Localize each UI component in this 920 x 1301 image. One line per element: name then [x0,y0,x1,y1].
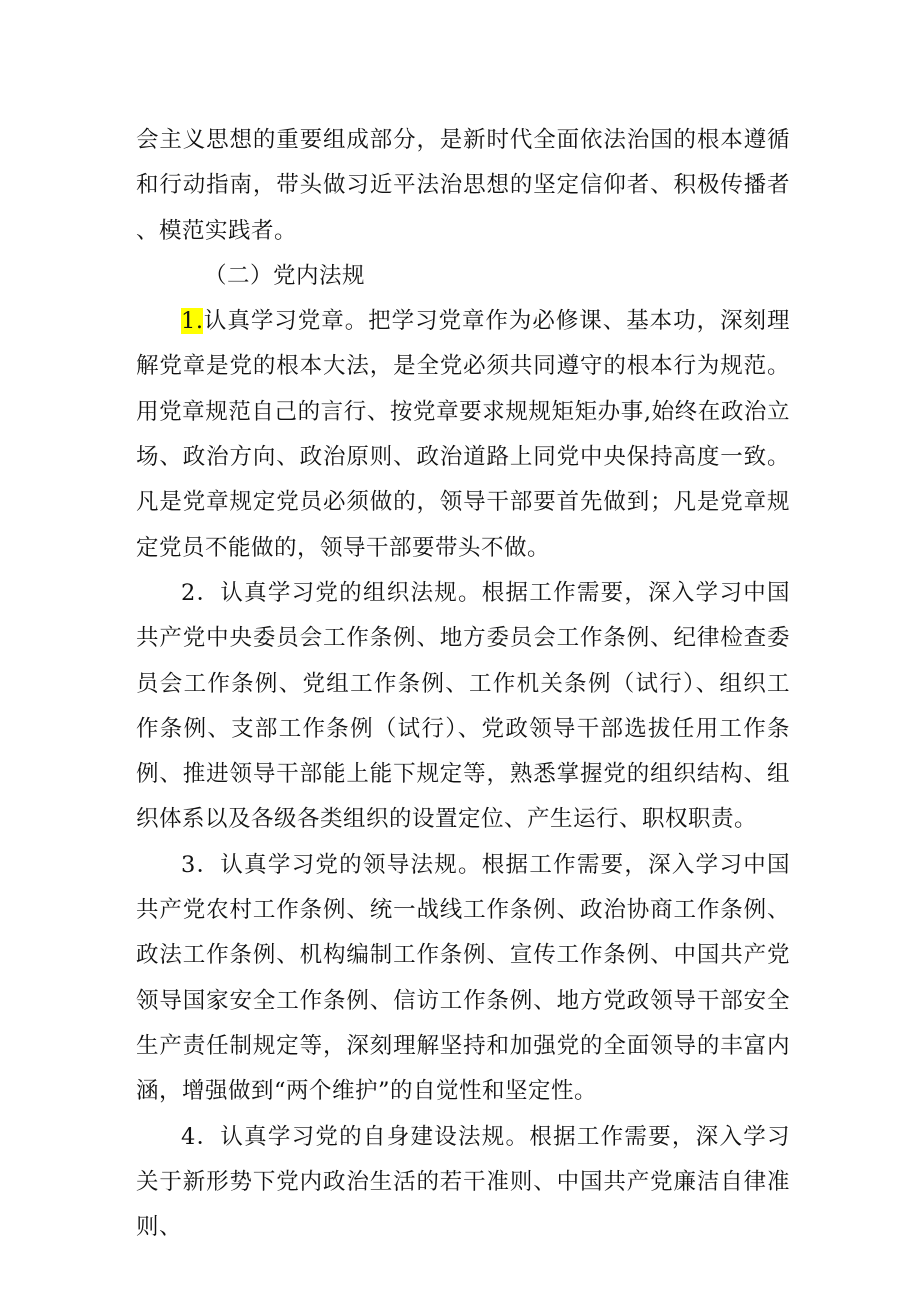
paragraph-item-2: 2．认真学习党的组织法规。根据工作需要，深入学习中国共产党中央委员会工作条例、地方委员会工作条例、纪律检查委员会工作条例、党组工作条例、工作机关条例（试行）、组织工作条例、支部工作条例（试行）、党政领导干部选拔任用工作条例、推进领导干部能上能下规定等，熟悉掌握党的组织结构、组织体系以及各级各类组织的设置定位、产生运行、职权职责。 [136,579,790,833]
paragraph-item-1-text: 认真学习党章。把学习党章作为必修课、基本功，深刻理解党章是党的根本大法，是全党必须共同遵守的根本行为规范。用党章规范自己的言行、按党章要求规规矩矩办事,始终在政治立场、政治方向、政治原则、政治道路上同党中央保持高度一致。凡是党章规定党员必须做的，领导干部要首先做到；凡是党章规定党员不能做的，领导干部要带头不做。 [136,308,790,561]
document-body [136,118,790,1250]
highlighted-item-number: 1. [181,308,204,335]
section-heading: （二）党内法规 [204,262,366,289]
paragraph-item-4: 4．认真学习党的自身建设法规。根据工作需要，深入学习关于新形势下党内政治生活的若干准则、中国共产党廉洁自律准则、 [136,1123,790,1241]
paragraph-continuation: 会主义思想的重要组成部分，是新时代全面依法治国的根本遵循和行动指南，带头做习近平法治思想的坚定信仰者、积极传播者、模范实践者。 [136,127,790,244]
paragraph-item-1 [136,299,790,571]
paragraph-item-3: 3．认真学习党的领导法规。根据工作需要，深入学习中国共产党农村工作条例、统一战线工作条例、政治协商工作条例、政法工作条例、机构编制工作条例、宣传工作条例、中国共产党领导国家安全工作条例、信访工作条例、地方党政领导干部安全生产责任制规定等，深刻理解坚持和加强党的全面领导的丰富内涵，增强做到“两个维护”的自觉性和坚定性。 [136,851,790,1105]
